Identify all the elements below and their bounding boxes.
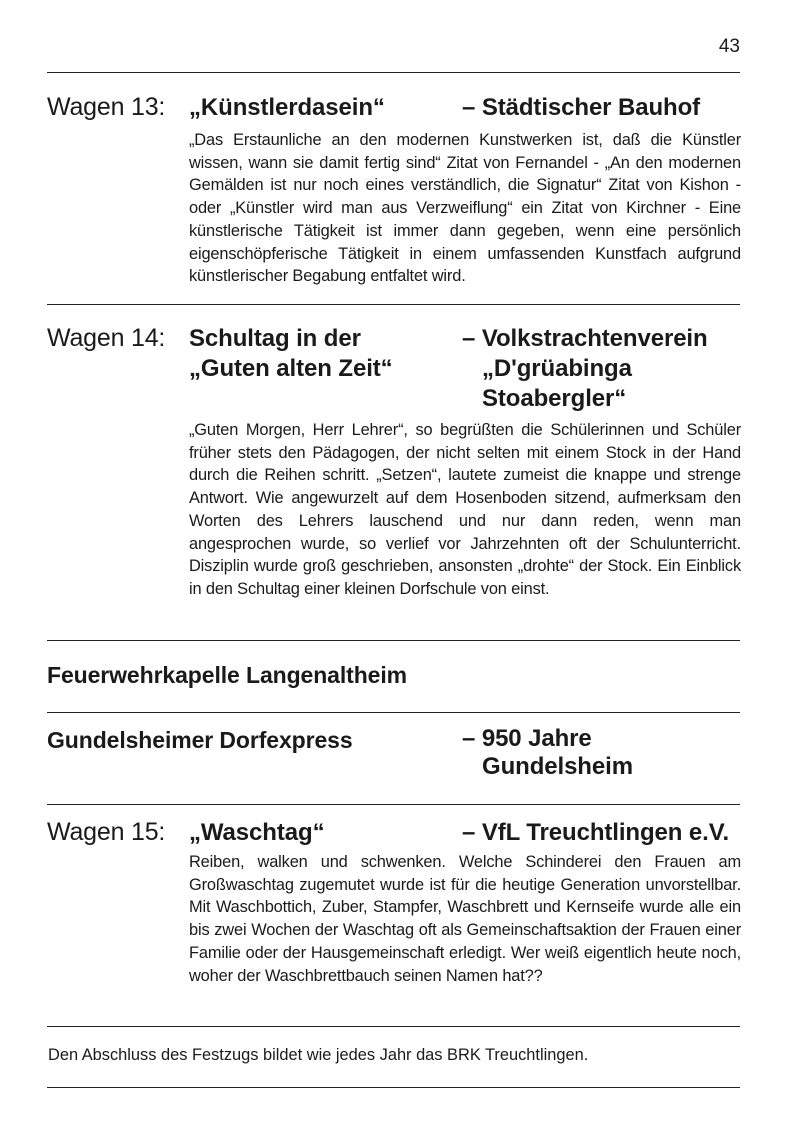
entry-description: Reiben, walken und schwenken. Welche Schinderei den Frauen am Großwaschtag zugemutet wurde ist für die heutige Generation unvorstellbar. Mit Waschbottich, Zuber, Stampfer, Waschbrett und Kernseife wurde alle ein bis zwei Wochen der Waschtag oft als Gemeinschaftsaktion der Frauen einer Familie oder der Hausgemeinschaft erledigt. Wer weiß eigentlich heute noch, woher der Waschbrettbauch seinen Namen hat?? (189, 853, 741, 985)
title-line: „Guten alten Zeit“ (189, 355, 393, 382)
entry-organization (462, 324, 708, 414)
entry-organization (462, 725, 633, 781)
closing-note: Den Abschluss des Festzugs bildet wie jedes Jahr das BRK Treuchtlingen. (48, 1046, 589, 1064)
divider (47, 712, 740, 713)
group-title: Feuerwehrkapelle Langenaltheim (47, 662, 408, 688)
entry-organization: – Städtischer Bauhof (462, 94, 701, 121)
divider (47, 304, 740, 305)
entry-organization: – VfL Treuchtlingen e.V. (462, 819, 730, 846)
divider (47, 1087, 740, 1088)
entry-title (189, 324, 393, 384)
page-number: 43 (718, 36, 740, 57)
divider (47, 640, 740, 641)
org-line: Stoabergler“ (482, 385, 627, 412)
wagen-label: Wagen 15: (47, 818, 166, 846)
entry-description: „Guten Morgen, Herr Lehrer“, so begrüßten die Schülerinnen und Schüler früher stets den Pädagogen, der nicht selten mit einem Stock in der Hand durch die Reihen schritt. „Setzen“, lautete zumeist die knappe und strenge Antwort. Wie angewurzelt auf dem Hosenboden sitzend, aufmerksam den Worten des Lehrers lauschend und nur dann reden, wenn man angesprochen wurde, so verlief vor Jahrzehnten oft der Schulunterricht. Disziplin wurde groß geschrieben, ansonsten „drohte“ der Stock. Ein Einblick in den Schultag einer kleinen Dorfschule von einst. (189, 421, 741, 598)
divider (47, 1026, 740, 1027)
wagen-label: Wagen 14: (47, 324, 166, 352)
entry-title: „Künstlerdasein“ (189, 94, 385, 121)
entry-title: „Waschtag“ (189, 819, 325, 846)
title-line: Schultag in der (189, 325, 361, 352)
org-line: – 950 Jahre (462, 725, 592, 752)
org-line: – Volkstrachtenverein (462, 325, 708, 352)
org-line: „D'grüabinga (482, 355, 632, 382)
org-line: Gundelsheim (482, 753, 633, 780)
entry-description: „Das Erstaunliche an den modernen Kunstwerken ist, daß die Künstler wissen, wann sie damit fertig sind“ Zitat von Fernandel - „An den modernen Gemälden ist nur noch eines verständlich, die Signatur“ Zitat von Kishon - oder „Künstler wird man aus Verzweiflung“ ein Zitat von Kirchner - Eine künstlerische Tätigkeit ist immer dann gegeben, wenn eine persönlich eigenschöpferische Tätigkeit in einem umfassenden Kunstfach aufgrund künstlerischer Begabung entfaltet wird. (189, 131, 741, 286)
divider (47, 804, 740, 805)
group-title: Gundelsheimer Dorfexpress (47, 727, 353, 753)
divider (47, 72, 740, 73)
wagen-label: Wagen 13: (47, 93, 166, 121)
